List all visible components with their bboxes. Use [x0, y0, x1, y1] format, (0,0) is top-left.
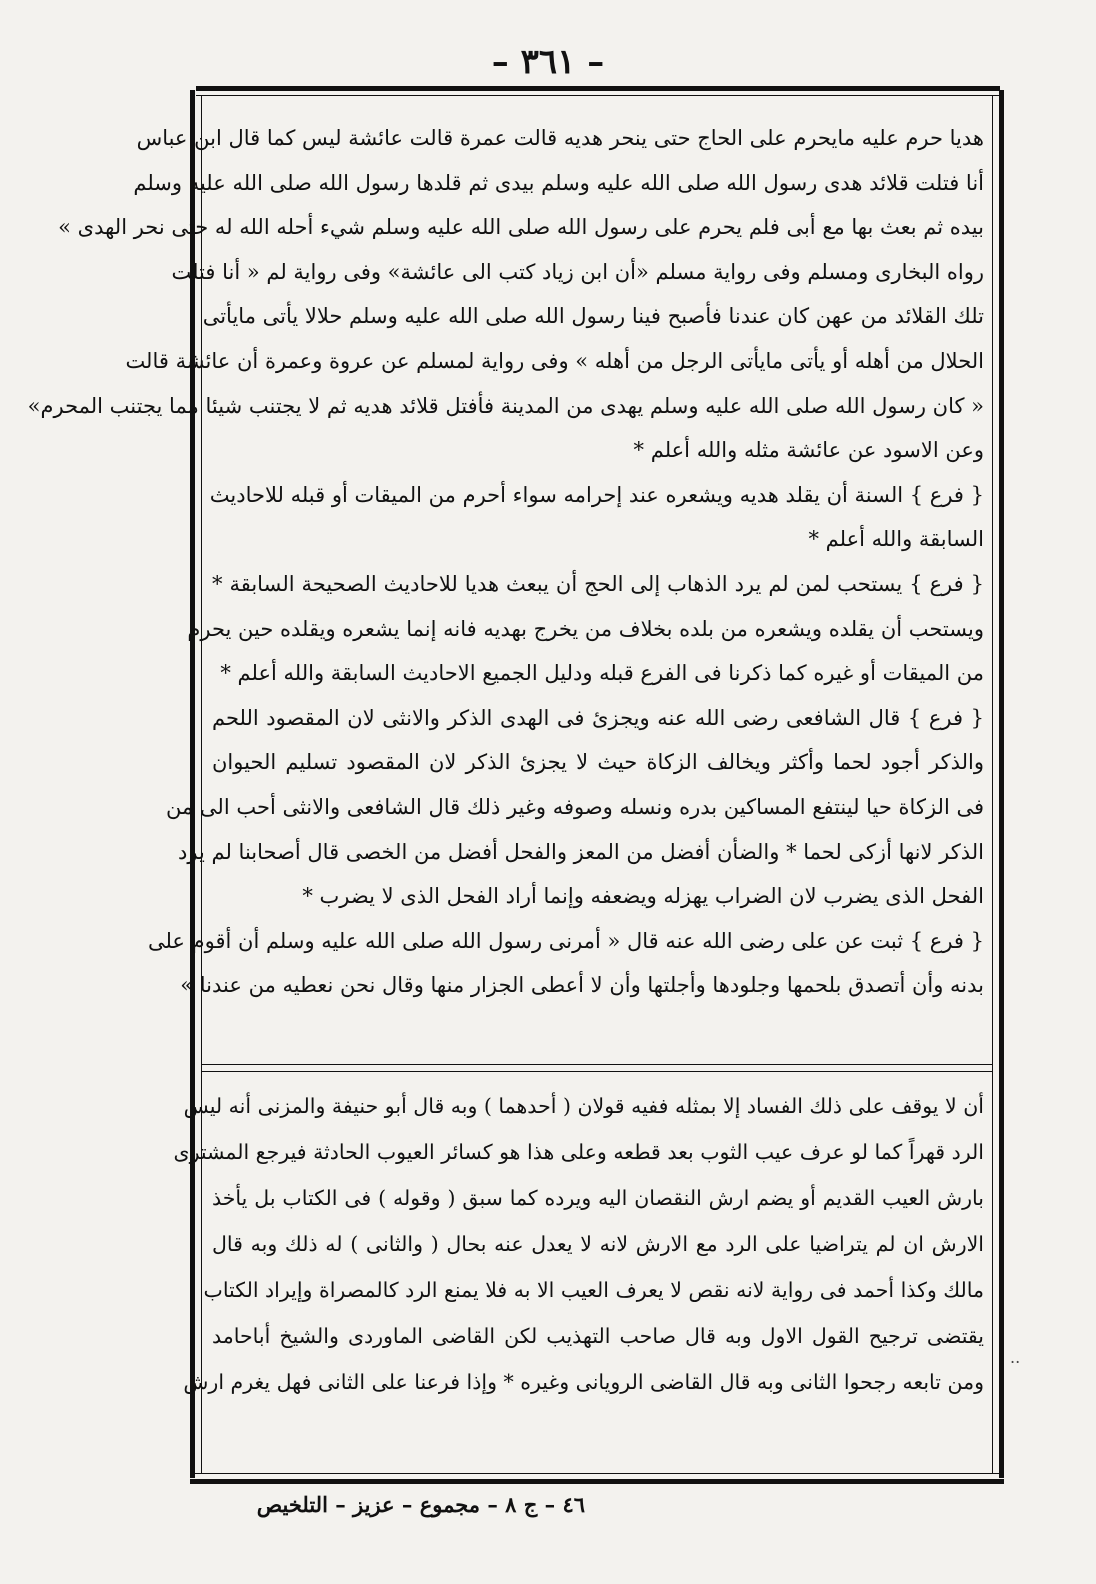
text-line: تلك القلائد من عهن كان عندنا فأصبح فينا رسول الله صلى الله عليه وسلم حلالا يأتى مايأتى	[202, 304, 984, 329]
text-line: وعن الاسود عن عائشة مثله والله أعلم *	[633, 438, 984, 463]
footnote-divider-thin	[201, 1071, 993, 1072]
bottom-rule	[190, 1479, 1004, 1484]
text-line: بدنه وأن أتصدق بلحمها وجلودها وأجلتها وأن لا أعطى الجزار منها وقال نحن نعطيه من عندنا »	[180, 973, 984, 998]
footnote-line: الرد قهراً كما لو عرف عيب الثوب بعد قطعه وعلى هذا هو كسائر العيوب الحادثة فيرجع المشترى	[173, 1140, 984, 1164]
text-line: الحلال من أهله أو يأتى مايأتى الرجل من أهله » وفى رواية لمسلم عن عروة وعمرة أن عائشة قالت	[125, 348, 984, 373]
footnote-divider	[201, 1064, 993, 1065]
text-line: ويستحب أن يقلده ويشعره من بلده بخلاف من يخرج بهديه فانه إنما يشعره ويقلده حين يحرم	[187, 616, 984, 641]
footnote-line: الارش ان لم يتراضيا على الرد مع الارش لانه لا يعدل عنه بحال ( والثانى ) له ذلك وبه قال	[212, 1232, 984, 1256]
text-line: أنا فتلت قلائد هدى رسول الله صلى الله عليه وسلم بيدى ثم قلدها رسول الله صلى الله عليه وسلم	[133, 170, 984, 195]
text-line: { فرع } ثبت عن على رضى الله عنه قال « أمرنى رسول الله صلى الله عليه وسلم أن أقوم على	[147, 928, 984, 953]
text-line: السابقة والله أعلم *	[808, 527, 984, 552]
text-line: { فرع } قال الشافعى رضى الله عنه ويجزئ فى الهدى الذكر والانثى لان المقصود اللحم	[212, 705, 984, 730]
text-line: رواه البخارى ومسلم وفى رواية مسلم «أن ابن زياد كتب الى عائشة» وفى رواية لم « أنا فتلت	[171, 259, 984, 284]
text-line: الفحل الذى يضرب لان الضراب يهزله ويضعفه وإنما أراد الفحل الذى لا يضرب *	[302, 884, 984, 909]
footnote-line: يقتضى ترجيح القول الاول وبه قال صاحب التهذيب لكن القاضى الماوردى والشيخ أباحامد	[212, 1324, 984, 1348]
footnote-text	[173, 1083, 984, 1405]
text-line: { فرع } يستحب لمن لم يرد الذهاب إلى الحج أن يبعث هديا للاحاديث الصحيحة السابقة *	[212, 571, 984, 596]
bottom-rule-thin	[190, 1473, 1004, 1474]
main-text	[27, 116, 984, 1008]
text-line: هديا حرم عليه مايحرم على الحاج حتى ينحر هديه قالت عمرة قالت عائشة ليس كما قال ابن عباس	[136, 126, 984, 150]
footnote-line: ومن تابعه رجحوا الثانى وبه قال القاضى الرويانى وغيره * وإذا فرعنا على الثانى فهل يغرم ارش	[183, 1370, 984, 1394]
footnote-line: أن لا يوقف على ذلك الفساد إلا بمثله ففيه قولان ( أحدهما ) وبه قال أبو حنيفة والمزنى أنه ليس	[183, 1094, 984, 1118]
text-line: « كان رسول الله صلى الله عليه وسلم يهدى من المدينة فأفتل قلائد هديه ثم لا يجتنب شيئا مما يجتنب المحرم»	[27, 393, 984, 418]
text-line: من الميقات أو غيره كما ذكرنا فى الفرع قبله ودليل الجميع الاحاديث السابقة والله أعلم *	[220, 661, 984, 686]
margin-marks: ..	[1010, 1348, 1021, 1367]
footnote-line: مالك وكذا أحمد فى رواية لانه نقص لا يعرف العيب الا به فلا يمنع الرد كالمصراة وإيراد الكتاب	[203, 1278, 984, 1302]
page-number: – ٣٦١ –	[491, 42, 605, 82]
text-line: الذكر لانها أزكى لحما * والضأن أفضل من المعز والفحل أفضل من الخصى قال أصحابنا لم يرد	[178, 839, 984, 864]
text-line: والذكر أجود لحما وأكثر ويخالف الزكاة حيث لا يجزئ الذكر لان المقصود تسليم الحيوان	[212, 750, 984, 775]
text-line: { فرع } السنة أن يقلد هديه ويشعره عند إحرامه سواء أحرم من الميقات أو قبله للاحاديث	[209, 482, 984, 507]
footnote-line: بارش العيب القديم أو يضم ارش النقصان اليه ويرده كما سبق ( وقوله ) فى الكتاب بل يأخذ	[212, 1186, 984, 1210]
footer-signature: ٤٦ – ج ٨ – مجموع – عزيز – التلخيص	[256, 1492, 585, 1517]
text-line: بيده ثم بعث بها مع أبى فلم يحرم على رسول الله صلى الله عليه وسلم شيء أحله الله له حتى نحر الهدى »	[58, 215, 984, 240]
text-line: فى الزكاة حيا لينتفع المساكين بدره ونسله وصوفه وغير ذلك قال الشافعى والانثى أحب الى من	[166, 794, 984, 819]
